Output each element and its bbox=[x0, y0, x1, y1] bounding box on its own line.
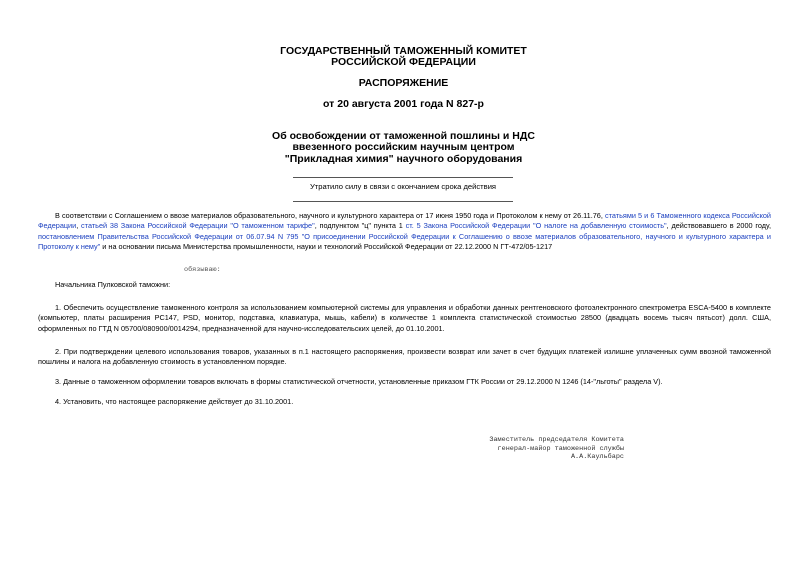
item-3-paragraph: 3. Данные о таможенном оформлении товаров включать в формы статистической отчетности, установленные приказом ГТК России от 29.12.2000 N 1246 (14-"льготы" раздела V). bbox=[55, 377, 663, 386]
subject-line-2: ввезенного российским научным центром bbox=[292, 141, 515, 153]
header-line-1: ГОСУДАРСТВЕННЫЙ ТАМОЖЕННЫЙ КОМИТЕТ bbox=[280, 45, 527, 57]
document-date: от 20 августа 2001 года N 827-р bbox=[323, 98, 484, 110]
header-line-2: РОССИЙСКОЙ ФЕДЕРАЦИИ bbox=[331, 56, 476, 68]
preamble-text-5: и на основании письма Министерства промышленности, науки и технологий Российской Федерации от 22.12.2000 N ГТ-472/05-1217 bbox=[100, 241, 553, 251]
item-4-paragraph: 4. Установить, что настоящее распоряжение действует до 31.10.2001. bbox=[55, 397, 294, 406]
link-vat-law[interactable]: ст. 5 Закона Российской Федерации "О налоге на добавленную стоимость" bbox=[405, 221, 667, 231]
link-customs-tariff-law[interactable]: статьей 38 Закона Российской Федерации "О таможенном тарифе" bbox=[81, 221, 315, 231]
item-2-paragraph: 2. При подтверждении целевого использования товаров, указанных в п.1 настоящего распоряжения, произвести возврат или зачет в счет будущих платежей излишне уплаченных сумм ввозной таможенной пошлины и налога на добавленную стоимость в установленном порядке. bbox=[38, 347, 771, 367]
preamble-paragraph bbox=[38, 211, 771, 252]
preamble-text-4: , действовавшего в 2000 году, bbox=[666, 221, 771, 231]
subject-line-3: "Прикладная химия" научного оборудования bbox=[284, 153, 523, 165]
signature-block bbox=[489, 436, 624, 462]
obligate-word: обязываю: bbox=[184, 266, 221, 274]
preamble-text-2: , bbox=[76, 221, 82, 231]
subject-line-1: Об освобождении от таможенной пошлины и НДС bbox=[272, 130, 535, 142]
status-note: Утратило силу в связи с окончанием срока действия bbox=[309, 182, 497, 191]
preamble-text-3: , подпунктом "ц" пункта 1 bbox=[314, 221, 406, 231]
item-1-paragraph: 1. Обеспечить осуществление таможенного контроля за использованием компьютерной системы для управления и обработки данных рентгеновского фотоэлектронного спектрометра ESCA-5400 в комплекте (компьютер, платы расширения PC147, PSD, монитор, подставка, клавиатура, мышь, кабели) в количестве 1 комплекта статистической стоимостью 28500 (двадцать восемь тысяч пятьсот) долл. США, оформленных по ГТД N 05700/080900/0014294, предназначенной для научно-исследовательских целей, до 01.10.2001. bbox=[38, 303, 771, 333]
divider-bottom bbox=[293, 201, 513, 202]
link-government-resolution[interactable]: постановлением Правительства Российской Федерации от 06.07.94 N 795 "О присоединении Российской Федерации к Соглашению о ввозе материалов образовательного, научного и культурного характера и Протоколу к нему" bbox=[38, 231, 771, 251]
link-customs-code-articles[interactable]: статьями 5 и 6 Таможенного кодекса Российской Федерации bbox=[38, 211, 771, 231]
document-type: РАСПОРЯЖЕНИЕ bbox=[358, 77, 449, 89]
signature-line-2: генерал-майор таможенной службы bbox=[497, 444, 624, 453]
signature-name: А.А.Каульбарс bbox=[570, 453, 624, 462]
divider-top bbox=[293, 177, 513, 178]
addressee-paragraph: Начальника Пулковской таможни: bbox=[55, 280, 171, 289]
signature-line-1: Заместитель председателя Комитета bbox=[489, 436, 624, 444]
preamble-text-1: В соответствии с Соглашением о ввозе материалов образовательного, научного и культурного характера от 17 июня 1950 года и Протоколом к нему от 26.11.76, bbox=[55, 211, 605, 220]
